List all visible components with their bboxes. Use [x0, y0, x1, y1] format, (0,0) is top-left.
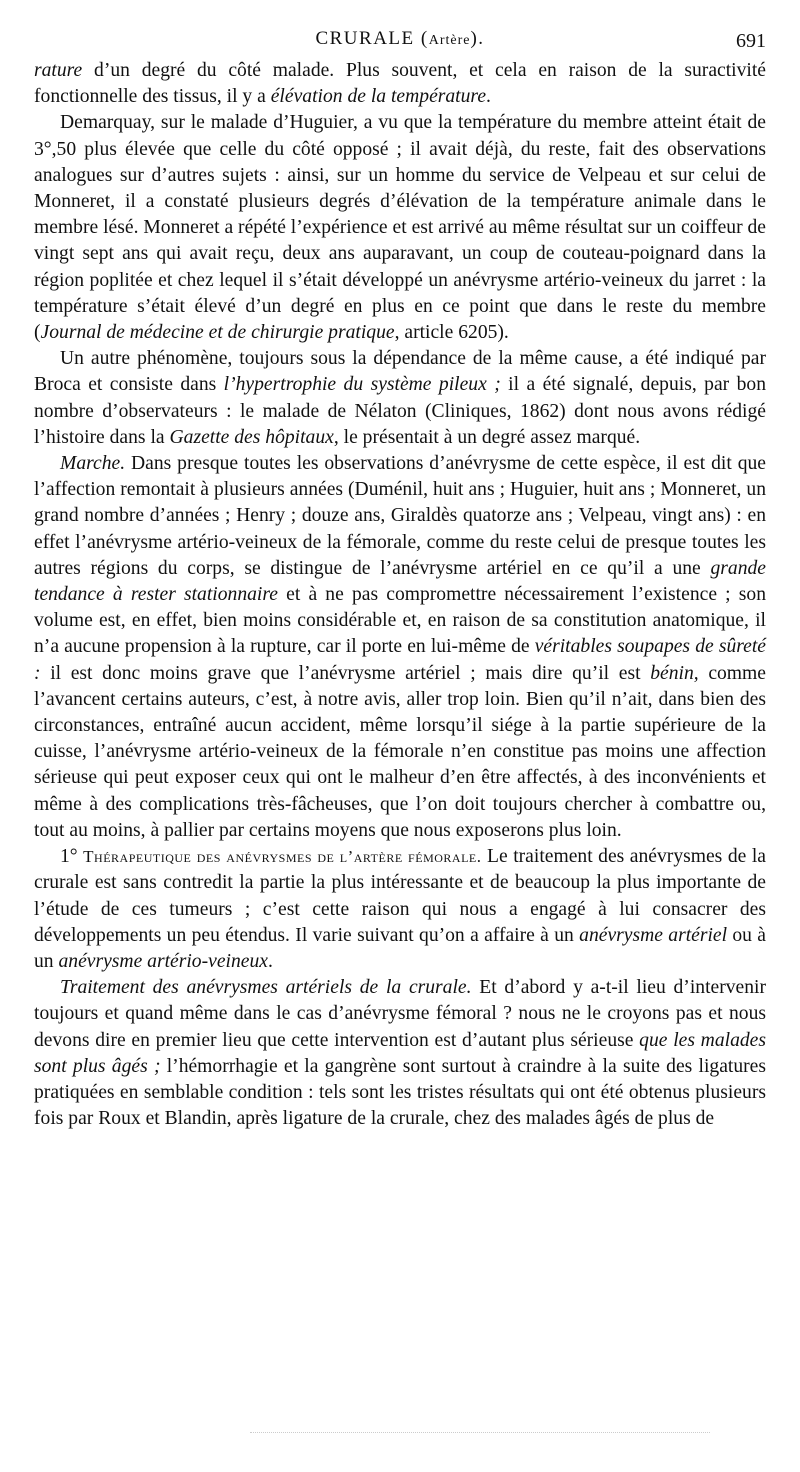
page-body	[34, 58, 766, 1132]
running-title: CRURALE (Artère).	[315, 28, 485, 49]
page-header	[34, 28, 766, 58]
paragraph-pileux: Un autre phénomène, toujours sous la dépendance de la même cause, a été indiqué par Broca et consiste dans l’hypertrophie du système pileux ; il a été signalé, depuis, par bon nombre d’observateurs : le malade de Nélaton (Cliniques, 1862) dont nous avons rédigé l’histoire dans la Gazette des hôpitaux, le présentait à un degré assez marqué.	[34, 348, 766, 448]
page-number: 691	[736, 30, 766, 52]
paragraph-therapeutique: 1° Thérapeutique des anévrysmes de l’artère fémorale. Le traitement des anévrysmes de la crurale est sans contredit la partie la plus intéressante et de beaucoup la plus importante de l’étude de ces tumeurs ; c’est cette raison qui nous a engagé à lui consacrer des développements un peu étendus. Il varie suivant qu’on a affaire à un anévrysme artériel ou à un anévrysme artério-veineux.	[34, 846, 767, 972]
paragraph-marche: Marche. Dans presque toutes les observations d’anévrysme de cette espèce, il est dit que l’affection remontait à plusieurs années (Duménil, huit ans ; Huguier, huit ans ; Monneret, un grand nombre d’années ; Henry ; douze ans, Giraldès quatorze ans ; Velpeau, vingt ans) : en effet l’anévrysme artério-veineux de la fémorale, comme du reste celui de presque toutes les autres régions du corps, se distingue de l’anévrysme artériel en ce qu’il a une grande tendance à rester stationnaire et à ne pas compromettre nécessairement l’existence ; son volume est, en effet, bien moins considérable et, en raison de sa constitution anatomique, il n’a aucune propension à la rupture, car il porte en lui-même de véritables soupapes de sûreté : il est donc moins grave que l’anévrysme artériel ; mais dire qu’il est bénin, comme l’avancent certains auteurs, c’est, à notre avis, aller trop loin. Bien qu’il n’ait, dans bien des circonstances, entraîné aucun accident, même lorsqu’il siége à la partie supérieure de la cuisse, l’anévrysme artério-veineux de la fémorale n’en constitue pas moins une affection sérieuse qui peut exposer ceux qui ont le malheur d’en être affectés, à des inconvénients et même à des complications très-fâcheuses, que l’on doit toujours chercher à combattre ou, tout au moins, à pallier par certains moyens que nous exposerons plus loin.	[34, 453, 766, 841]
paragraph-temperature-continued: rature d’un degré du côté malade. Plus souvent, et cela en raison de la suractivité fonctionnelle des tissus, il y a élévation de la température.	[34, 60, 766, 108]
paragraph-demarquay: Demarquay, sur le malade d’Huguier, a vu que la température du membre atteint était de 3°,50 plus élevée que celle du côté opposé ; il avait déjà, du reste, fait des observations analogues sur d’autres sujets : ainsi, sur un homme du service de Velpeau et sur celui de Monneret, il a constaté plusieurs degrés d’élévation de la température animale dans le membre lésé. Monneret a répété l’expérience et est arrivé au même résultat sur un coiffeur de vingt sept ans qui avait reçu, deux ans auparavant, un coup de couteau-poignard dans la région poplitée et chez lequel il s’était développé un anévrysme artério-veineux du jarret : la température s’était élevé d’un degré en plus en ce point que dans le reste du membre (Journal de médecine et de chirurgie pratique, article 6205).	[34, 112, 766, 344]
paragraph-traitement: Traitement des anévrysmes artériels de la crurale. Et d’abord y a-t-il lieu d’intervenir toujours et quand même dans le cas d’anévrysme fémoral ? nous ne le croyons pas et nous devons dire en premier lieu que cette intervention est d’autant plus sérieuse que les malades sont plus âgés ; l’hémorrhagie et la gangrène sont surtout à craindre à la suite des ligatures pratiquées en semblable condition : tels sont les tristes résultats qui ont été obtenus plusieurs fois par Roux et Blandin, après ligature de la crurale, chez des malades âgés de plus de	[34, 977, 767, 1130]
section-heading: Thérapeutique des anévrysmes de l’artère fémorale.	[83, 847, 482, 867]
page-bottom-edge	[250, 1432, 710, 1437]
book-page	[34, 28, 766, 1132]
